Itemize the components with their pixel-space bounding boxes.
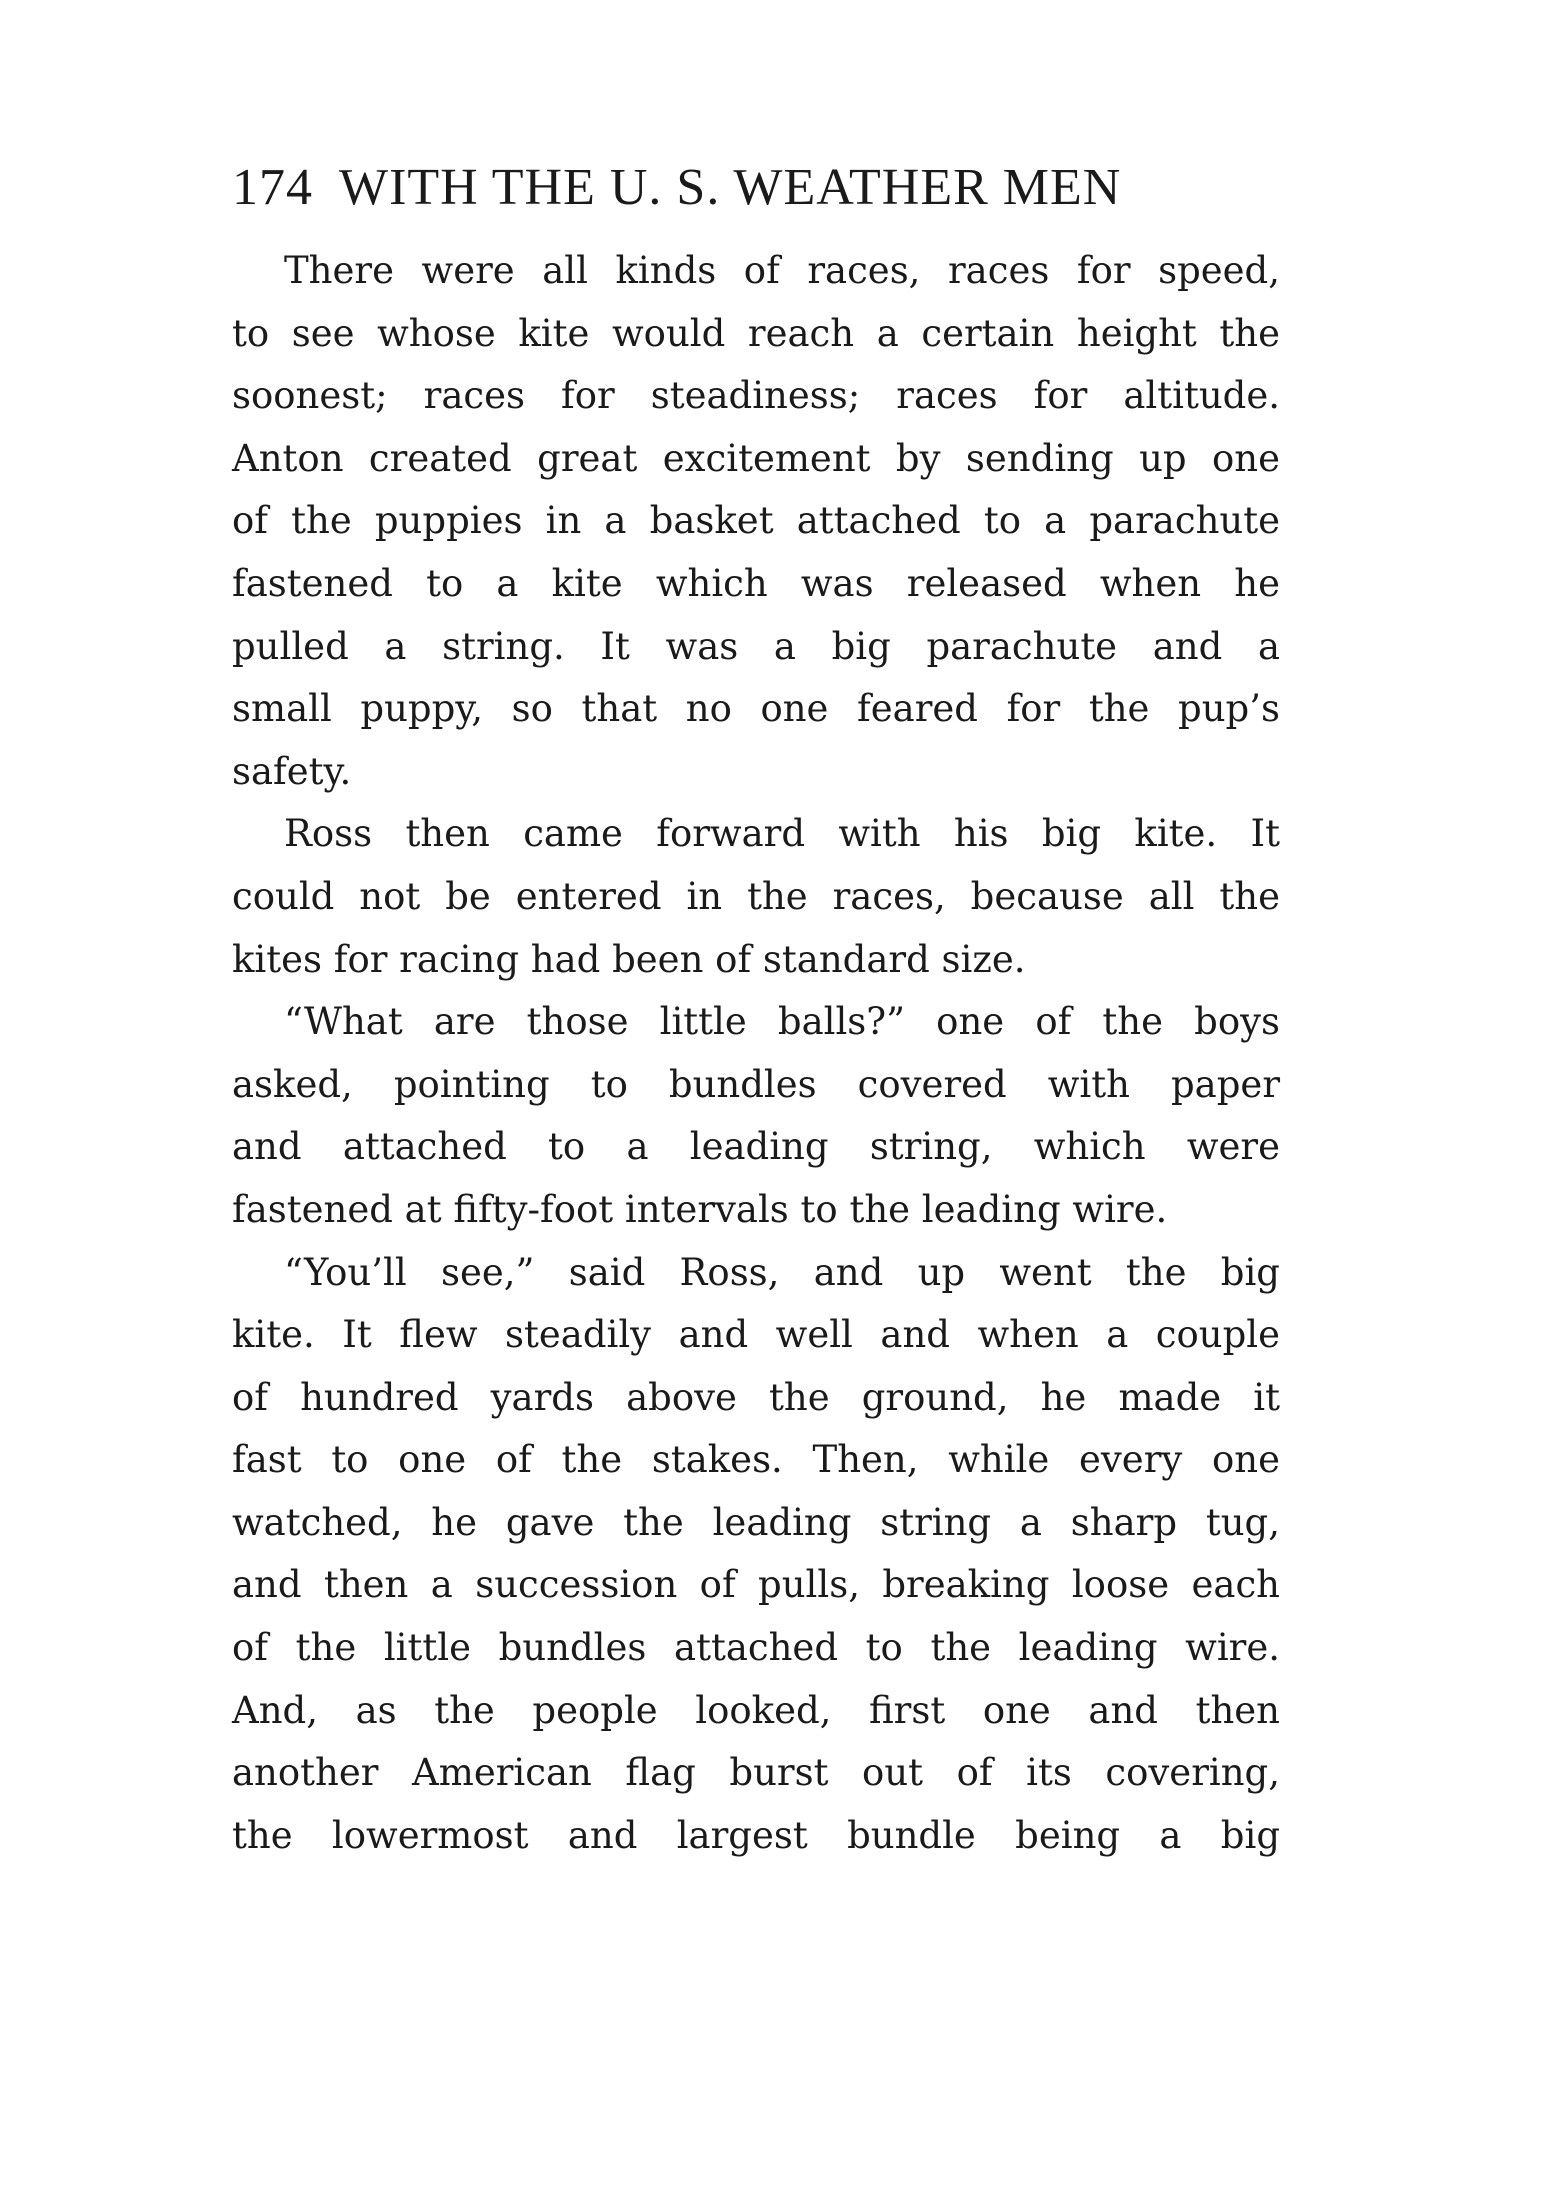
text-line: There were all kinds of races, races for speed,	[284, 249, 1280, 292]
text-line: asked, pointing to bundles covered with paper	[232, 1062, 1280, 1106]
text-line: watched, he gave the leading string a sharp tug,	[232, 1500, 1280, 1544]
text-line: pulled a string. It was a big parachute and a	[232, 624, 1280, 668]
text-line: and attached to a leading string, which were	[232, 1125, 1280, 1169]
text-line: another American flag burst out of its covering,	[232, 1751, 1280, 1795]
text-line: small puppy, so that no one feared for the pup’s	[232, 687, 1280, 731]
text-line: kites for racing had been of standard size.	[232, 937, 1026, 981]
text-line: of the little bundles attached to the leading wire.	[232, 1626, 1280, 1670]
paragraph	[232, 1242, 1280, 1868]
text-line: safety.	[232, 749, 352, 793]
text-line: And, as the people looked, first one and then	[232, 1688, 1280, 1732]
text-line: and then a succession of pulls, breaking loose each	[232, 1563, 1280, 1607]
text-line: kite. It flew steadily and well and when a couple	[232, 1313, 1280, 1357]
paragraph	[232, 803, 1280, 991]
text-line: “What are those little balls?” one of the boys	[284, 1000, 1280, 1044]
text-line: fastened at fifty-foot intervals to the leading wire.	[232, 1187, 1168, 1231]
text-line: Ross then came forward with his big kite. It	[284, 812, 1280, 856]
paragraph	[232, 991, 1280, 1241]
text-line: of the puppies in a basket attached to a parachute	[232, 499, 1280, 543]
running-head	[232, 158, 1282, 222]
text-line: Anton created great excitement by sending up one	[232, 436, 1280, 480]
text-line: fast to one of the stakes. Then, while every one	[232, 1438, 1280, 1482]
text-line: to see whose kite would reach a certain height the	[232, 311, 1280, 355]
paragraph	[232, 240, 1280, 803]
text-line: “You’ll see,” said Ross, and up went the big	[284, 1250, 1280, 1294]
text-line: fastened to a kite which was released when he	[232, 561, 1280, 605]
text-line: the lowermost and largest bundle being a big	[232, 1813, 1280, 1857]
page-number: 174	[232, 159, 313, 216]
text-line: of hundred yards above the ground, he made it	[232, 1375, 1280, 1419]
body-text	[232, 240, 1280, 1867]
text-line: could not be entered in the races, because all the	[232, 874, 1280, 918]
text-line: soonest; races for steadiness; races for altitude.	[232, 374, 1280, 418]
running-title: WITH THE U. S. WEATHER MEN	[339, 159, 1122, 216]
